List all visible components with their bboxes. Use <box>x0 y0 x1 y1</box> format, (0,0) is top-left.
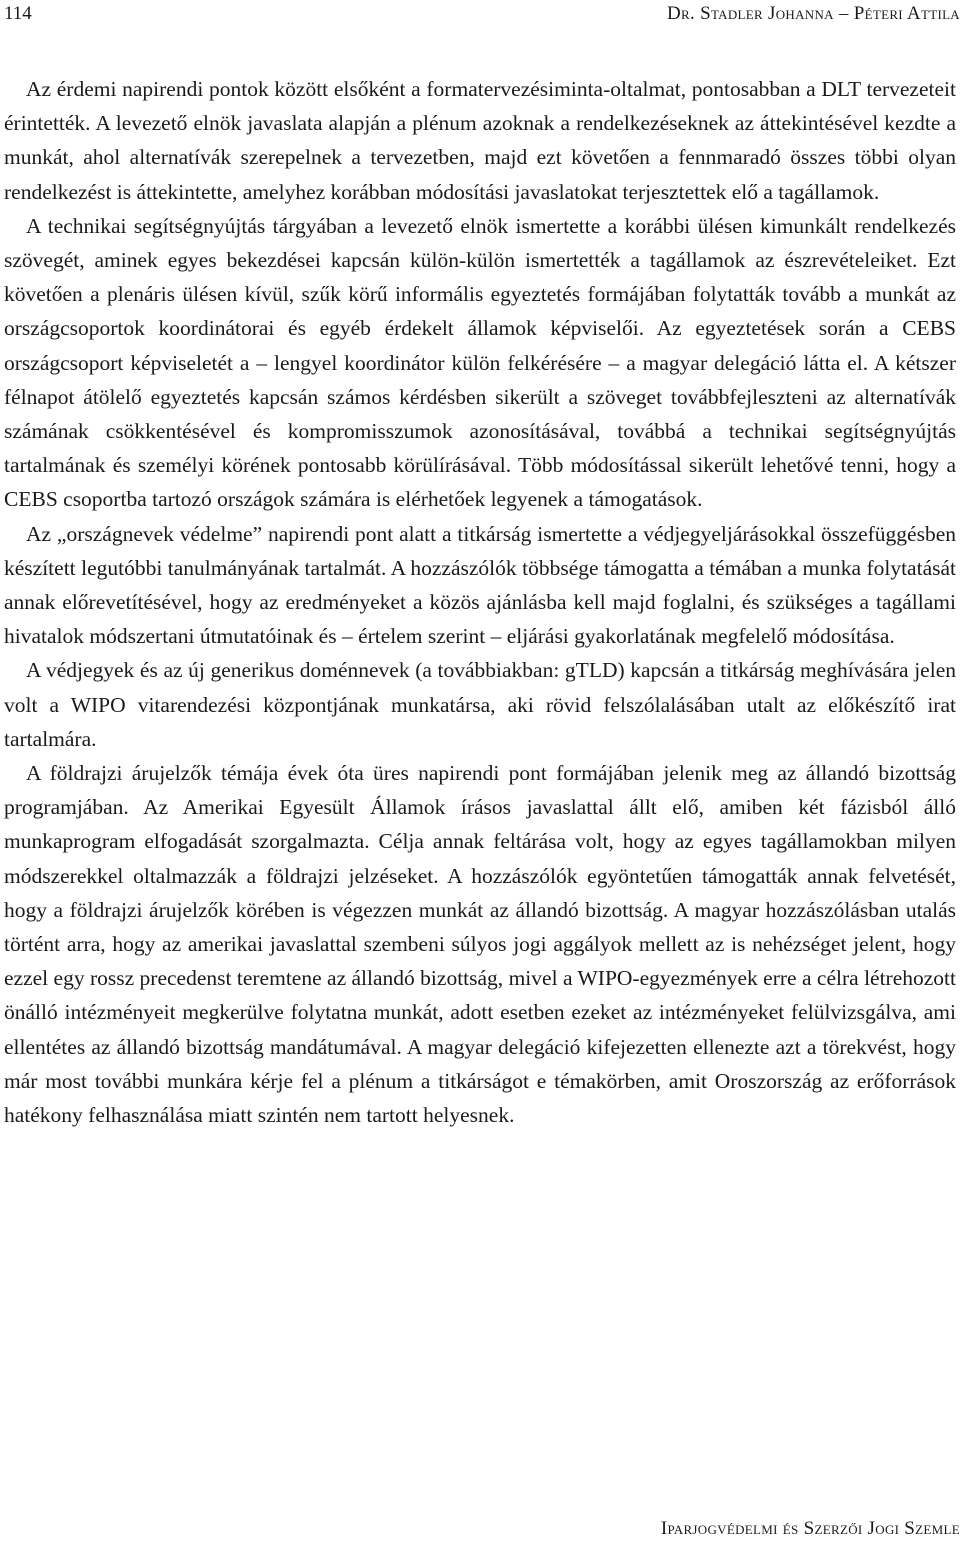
paragraph-technical-assistance: A technikai segítségnyújtás tárgyában a levezető elnök ismertette a korábbi ülésen kimunkált rendelkezés szövegét, aminek egyes bekezdései kapcsán külön-külön ismertették a tagállamok az észrevételeiket. Ezt követően a plenáris ülésen kívül, szűk körű informális egyeztetés formájában folytatták tovább a munkát az országcsoportok koordinátorai és egyéb érdekelt államok képviselői. Az egyeztetések során a CEBS országcsoport képviseletét a – lengyel koordinátor külön felkérésére – a magyar delegáció látta el. A kétszer félnapot átölelő egyeztetés kapcsán számos kérdésben sikerült a szöveget továbbfejleszteni az alternatívák számának csökkentésével és kompromisszumok azonosításával, továbbá a technikai segítségnyújtás tartalmának és személyi körének pontosabb körülírásával. Több módosítással sikerült lehetővé tenni, hogy a CEBS csoportba tartozó országok számára is elérhetőek legyenek a támogatások. <box>4 213 956 512</box>
paragraph-design-law: Az érdemi napirendi pontok között elsőként a formatervezésiminta-oltalmat, pontosabban a DLT tervezeteit érintették. A levezető elnök javaslata alapján a plénum azoknak a rendelkezéseknek az áttekintésével kezdte a munkát, ahol alternatívák szerepelnek a tervezetben, majd ezt követően a fennmaradó összes többi olyan rendelkezést is áttekintette, amelyhez korábban módosítási javaslatokat terjesztettek elő a tagállamok. <box>4 77 956 204</box>
running-header <box>0 2 960 26</box>
body-text <box>4 72 956 1132</box>
paragraph-geographical-indications: A földrajzi árujelzők témája évek óta üres napirendi pont formájában jelenik meg az állandó bizottság programjában. Az Amerikai Egyesült Államok írásos javaslattal állt elő, amiben két fázisból álló munkaprogram elfogadását szorgalmazta. Célja annak feltárása volt, hogy az egyes tagállamokban milyen módszerekkel oltalmazzák a földrajzi jelzéseket. A hozzászólók egyöntetűen támogatták annak felvetését, hogy a földrajzi árujelzők körében is végezzen munkát az állandó bizottság. A magyar hozzászólásban utalás történt arra, hogy az amerikai javaslattal szembeni súlyos jogi aggályok mellett az is nehézséget jelent, hogy ezzel egy rossz precedenst teremtene az állandó bizottság, mivel a WIPO-egyezmények erre a célra létrehozott önálló intézményeit megkerülve folytatna munkát, adott esetben ezeket az intézményeket felülvizsgálva, ami ellentétes az állandó bizottság mandátumával. A magyar delegáció kifejezetten ellenezte azt a törekvést, hogy már most további munkára kérje fel a plénum a titkárságot e témakörben, amit Oroszország az erőforrások hatékony felhasználása miatt szintén nem tartott helyesnek. <box>4 761 956 1128</box>
paragraph-gtld: A védjegyek és az új generikus doménnevek (a továbbiakban: gTLD) kapcsán a titkárság meghívására jelen volt a WIPO vitarendezési központjának munkatársa, aki rövid felszólalásában utalt az előkészítő irat tartalmára. <box>4 658 956 751</box>
paragraph-country-names: Az „országnevek védelme” napirendi pont alatt a titkárság ismertette a védjegyeljárásokkal összefüggésben készített legutóbbi tanulmányának tartalmát. A hozzászólók többsége támogatta a témában a munka folytatását annak előrevetítésével, hogy az eredményeket a közös ajánlásba kell majd foglalni, és szükséges a tagállami hivatalok módszertani útmutatóinak és – értelem szerint – eljárási gyakorlatának megfelelő módosítása. <box>4 521 956 649</box>
header-authors: Dr. Stadler Johanna – Péteri Attila <box>666 3 960 24</box>
page-number: 114 <box>4 3 32 24</box>
journal-title-footer: Iparjogvédelmi és Szerzői Jogi Szemle <box>660 1518 960 1539</box>
